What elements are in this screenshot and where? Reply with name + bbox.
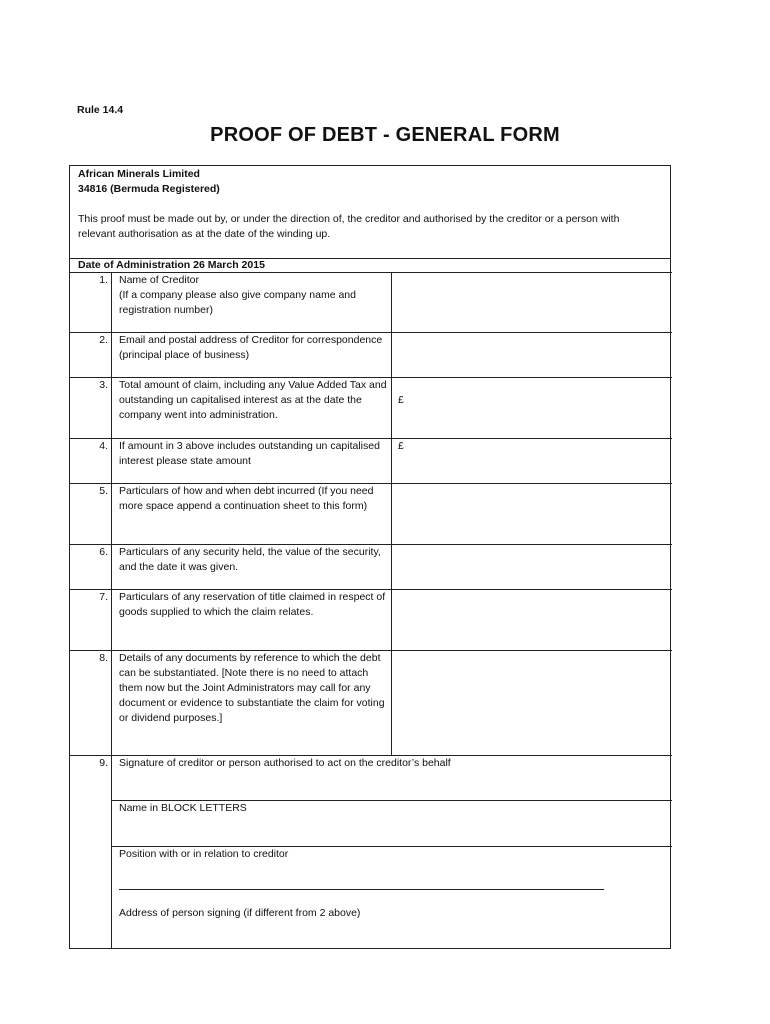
date-of-administration: Date of Administration 26 March 2015 <box>78 259 265 271</box>
proof-of-debt-form <box>69 165 671 949</box>
item-number: 5. <box>99 485 108 497</box>
company-name: African Minerals Limited <box>78 168 200 180</box>
item-question: Name of Creditor (If a company please also give company name and registration number) <box>119 274 356 316</box>
item-number: 8. <box>99 652 108 664</box>
item-number: 7. <box>99 591 108 603</box>
rule-number: Rule 14.4 <box>77 104 124 116</box>
signature-field[interactable]: Signature of creditor or person authorised to act on the creditor’s behalf <box>119 757 451 769</box>
item-question: If amount in 3 above includes outstanding un capitalised interest please state amount <box>119 440 380 467</box>
intro-note: This proof must be made out by, or under the direction of, the creditor and authorised by the creditor or a person with relevant authorisation as at the date of the winding up. <box>78 213 620 240</box>
item-question: Email and postal address of Creditor for correspondence (principal place of business) <box>119 334 383 361</box>
answer-column-divider <box>391 272 392 755</box>
company-registration: 34816 (Bermuda Registered) <box>78 183 220 195</box>
page-title: PROOF OF DEBT - GENERAL FORM <box>210 124 560 146</box>
position-field[interactable]: Position with or in relation to creditor <box>119 848 289 860</box>
item-number: 9. <box>99 757 108 769</box>
item-answer-field[interactable]: £ <box>398 394 404 406</box>
item-question: Particulars of any security held, the value of the security, and the date it was given. <box>119 546 381 573</box>
item-question: Particulars of how and when debt incurred (If you need more space append a continuation sheet to this form) <box>119 485 374 512</box>
number-column-divider <box>111 272 112 949</box>
item-number: 4. <box>99 440 108 452</box>
item-question: Particulars of any reservation of title claimed in respect of goods supplied to which the claim relates. <box>119 591 386 618</box>
item-question: Total amount of claim, including any Value Added Tax and outstanding un capitalised interest as at the date the company went into administration. <box>119 379 387 421</box>
signer-address-field[interactable]: Address of person signing (if different from 2 above) <box>119 907 361 919</box>
item-question: Details of any documents by reference to which the debt can be substantiated. [Note there is no need to attach them now but the Joint Administrators may call for any document or evidence to substantiate the claim for voting or dividend purposes.] <box>119 652 385 724</box>
item-number: 1. <box>99 274 108 286</box>
company-block <box>78 167 220 197</box>
form-header <box>70 166 670 259</box>
name-block-letters-field[interactable]: Name in BLOCK LETTERS <box>119 802 247 814</box>
item-number: 2. <box>99 334 108 346</box>
item-answer-field[interactable]: £ <box>398 440 404 452</box>
item-number: 3. <box>99 379 108 391</box>
position-underline <box>119 888 604 890</box>
item-number: 6. <box>99 546 108 558</box>
